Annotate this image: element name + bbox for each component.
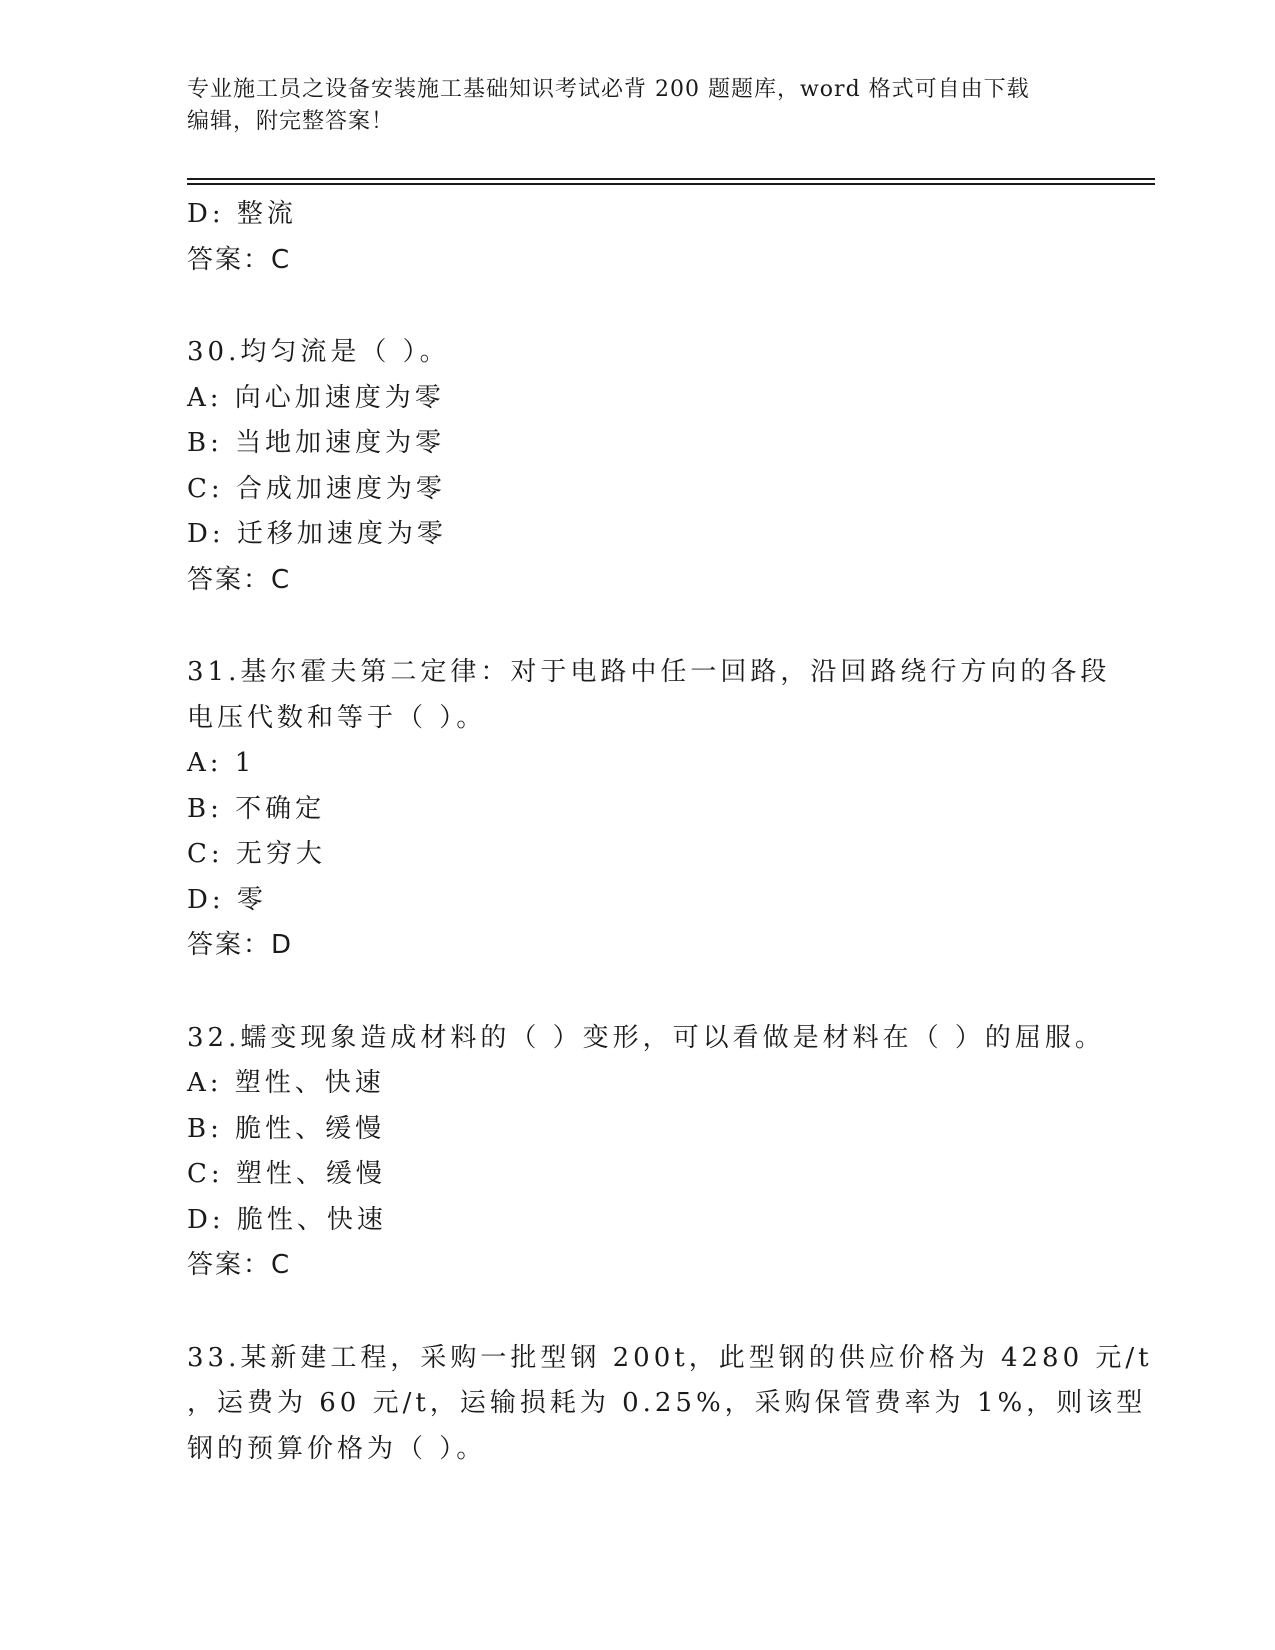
question-30: [187, 330, 1087, 603]
header-title-line-2: 编辑，附完整答案！: [187, 109, 395, 134]
header-divider-bottom: [187, 183, 1155, 185]
spacer: [187, 283, 1087, 330]
answer-label: 答案：C: [187, 244, 292, 275]
answer-label: 答案：C: [187, 564, 292, 595]
header-divider-top: [187, 178, 1155, 180]
question-list: [187, 192, 1153, 1472]
question-stem-line-2: 电压代数和等于（ ）。: [187, 702, 487, 733]
option-d: D: 零: [187, 884, 267, 915]
option-d: D: 迁移加速度为零: [187, 519, 447, 549]
header-title-line-1: 专业施工员之设备安装施工基础知识考试必背 200 题题库，word 格式可自由下载: [187, 77, 1030, 102]
question-stem: 32.蠕变现象造成材料的（ ）变形，可以看做是材料在（ ）的屈服。: [187, 1022, 1105, 1053]
answer-label: 答案：D: [187, 930, 294, 960]
option-a: A: 向心加速度为零: [187, 382, 445, 413]
option-b: B: 当地加速度为零: [187, 428, 446, 458]
spacer: [187, 603, 1087, 650]
option-b: B: 脆性、缓慢: [187, 1113, 386, 1144]
option-d: D: 整流: [187, 199, 297, 229]
option-a: A: 1: [187, 748, 256, 778]
spacer: [187, 1289, 1087, 1336]
option-c: C: 无穷大: [187, 839, 326, 869]
option-d: D: 脆性、快速: [187, 1204, 387, 1235]
spacer: [187, 969, 1087, 1016]
option-c: C: 合成加速度为零: [187, 473, 446, 504]
question-33: [187, 1336, 1153, 1473]
question-stem-line-3: 钢的预算价格为（ ）。: [187, 1433, 487, 1464]
question-32: [187, 1016, 1105, 1289]
question-stem-line-1: 31.基尔霍夫第二定律：对于电路中任一回路，沿回路绕行方向的各段: [187, 657, 1111, 687]
question-stem-line-2: ，运费为 60 元/t，运输损耗为 0.25%，采购保管费率为 1%，则该型: [187, 1388, 1147, 1418]
option-a: A: 塑性、快速: [187, 1068, 385, 1098]
question-stem-line-1: 33.某新建工程，采购一批型钢 200t，此型钢的供应价格为 4280 元/t: [187, 1342, 1153, 1373]
answer-label: 答案：C: [187, 1250, 292, 1280]
option-c: C: 塑性、缓慢: [187, 1159, 386, 1189]
question-31: [187, 650, 1111, 969]
option-b: B: 不确定: [187, 793, 326, 824]
question-29-tail: [187, 192, 1087, 283]
question-stem: 30.均匀流是（ ）。: [187, 337, 450, 367]
document-header: [187, 74, 1067, 138]
